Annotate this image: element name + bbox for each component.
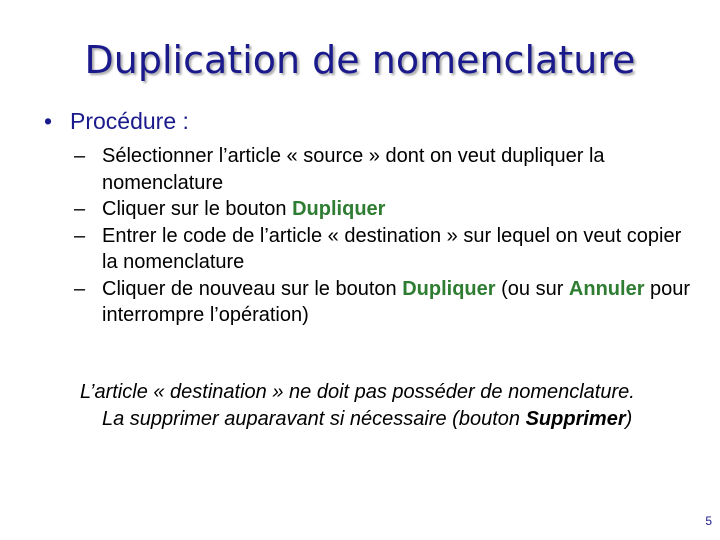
step-text: (ou sur	[495, 277, 569, 300]
step-item	[74, 223, 694, 276]
step-text: Cliquer de nouveau sur le bouton	[102, 277, 403, 300]
dash-icon: –	[74, 224, 86, 247]
dash-icon: –	[74, 145, 86, 167]
supprimer-button-label: Supprimer	[525, 407, 626, 430]
note-text: L’article « destination » ne doit pas posséder de nomenclature. La supprimer auparavant si nécessaire (bouton	[80, 381, 635, 430]
destination-note	[80, 379, 662, 432]
procedure-label: Procédure :	[70, 108, 189, 134]
step-item	[74, 276, 694, 329]
procedure-bullet	[44, 106, 189, 136]
note-closing: )	[625, 407, 633, 430]
dupliquer-button-label: Dupliquer	[292, 198, 386, 220]
page-number: 5	[705, 514, 712, 528]
dash-icon: –	[74, 198, 86, 220]
step-item	[74, 196, 694, 223]
step-text: pour interrompre l’opération)	[102, 277, 691, 326]
step-text: Sélectionner l’article « source » dont on veut dupliquer la nomenclature	[102, 145, 605, 194]
bullet-icon: •	[44, 108, 53, 134]
step-text: Cliquer sur le bouton	[102, 198, 293, 220]
dash-icon: –	[74, 277, 86, 300]
dupliquer-button-label: Dupliquer	[402, 277, 496, 300]
step-item	[74, 143, 694, 196]
procedure-steps	[74, 143, 694, 329]
annuler-button-label: Annuler	[568, 277, 645, 300]
slide-title: Duplication de nomenclature	[84, 38, 636, 82]
step-text: Entrer le code de l’article « destination » sur lequel on veut copier la nomenclature	[102, 224, 682, 273]
